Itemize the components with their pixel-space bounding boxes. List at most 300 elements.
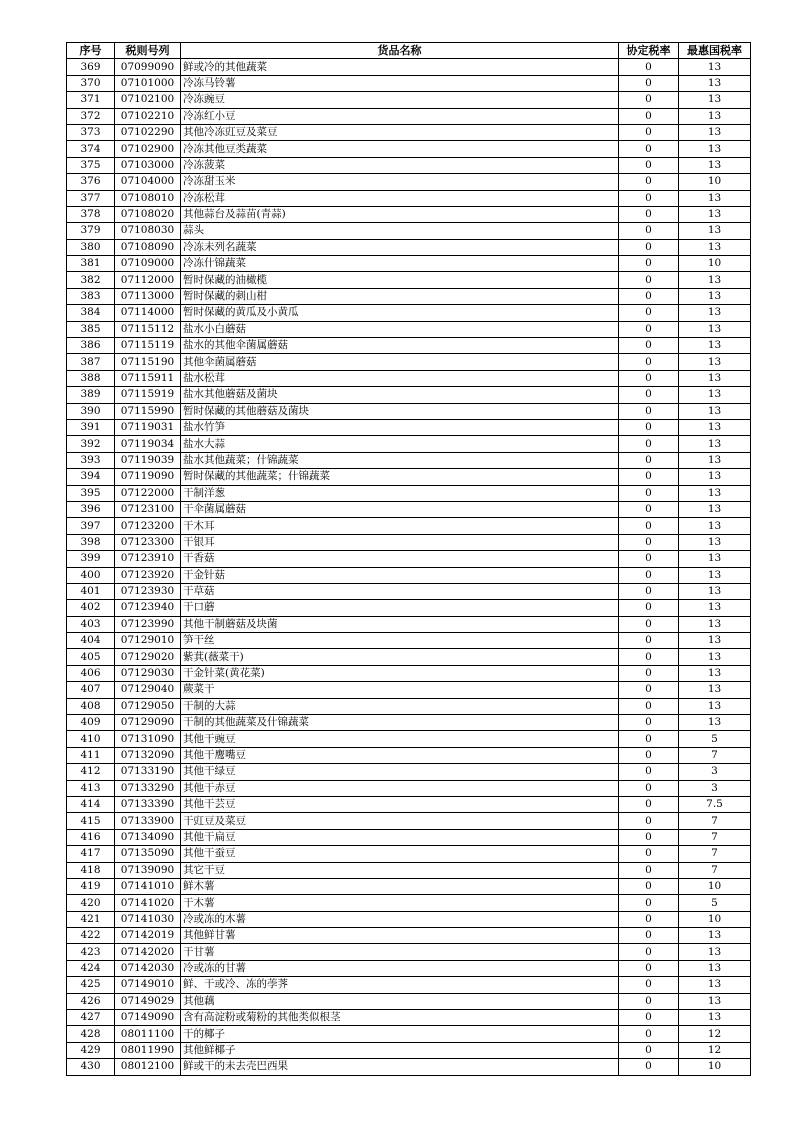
table-row bbox=[67, 551, 751, 567]
mfn-rate-cell: 13 bbox=[679, 321, 751, 337]
agreement-rate-cell: 0 bbox=[619, 813, 679, 829]
goods-name-cell: 其他干扁豆 bbox=[181, 829, 619, 845]
goods-name-cell: 干金针菜(黄花菜) bbox=[181, 665, 619, 681]
goods-name-cell: 冷冻松茸 bbox=[181, 190, 619, 206]
table-row bbox=[67, 583, 751, 599]
mfn-rate-cell: 13 bbox=[679, 633, 751, 649]
agreement-rate-cell: 0 bbox=[619, 911, 679, 927]
serial-number-cell: 427 bbox=[67, 1010, 115, 1026]
table-row bbox=[67, 633, 751, 649]
table-row bbox=[67, 256, 751, 272]
table-row bbox=[67, 1026, 751, 1042]
tariff-code-cell: 07149029 bbox=[115, 993, 181, 1009]
serial-number-cell: 408 bbox=[67, 698, 115, 714]
tariff-code-cell: 07123100 bbox=[115, 501, 181, 517]
mfn-rate-cell: 13 bbox=[679, 206, 751, 222]
tariff-code-cell: 07134090 bbox=[115, 829, 181, 845]
goods-name-cell: 冷或冻的木薯 bbox=[181, 911, 619, 927]
agreement-rate-cell: 0 bbox=[619, 715, 679, 731]
header-agreement-rate: 协定税率 bbox=[619, 43, 679, 59]
serial-number-cell: 375 bbox=[67, 157, 115, 173]
table-row bbox=[67, 436, 751, 452]
mfn-rate-cell: 13 bbox=[679, 665, 751, 681]
agreement-rate-cell: 0 bbox=[619, 846, 679, 862]
goods-name-cell: 盐水小白蘑菇 bbox=[181, 321, 619, 337]
table-row bbox=[67, 452, 751, 468]
table-row bbox=[67, 796, 751, 812]
tariff-code-cell: 07129010 bbox=[115, 633, 181, 649]
goods-name-cell: 鲜木薯 bbox=[181, 878, 619, 894]
agreement-rate-cell: 0 bbox=[619, 75, 679, 91]
table-row bbox=[67, 403, 751, 419]
serial-number-cell: 409 bbox=[67, 715, 115, 731]
tariff-table bbox=[66, 42, 751, 1076]
serial-number-cell: 403 bbox=[67, 616, 115, 632]
table-row bbox=[67, 534, 751, 550]
tariff-code-cell: 07141020 bbox=[115, 895, 181, 911]
mfn-rate-cell: 13 bbox=[679, 354, 751, 370]
goods-name-cell: 干香菇 bbox=[181, 551, 619, 567]
goods-name-cell: 盐水其他蘑菇及菌块 bbox=[181, 387, 619, 403]
serial-number-cell: 423 bbox=[67, 944, 115, 960]
tariff-code-cell: 07102900 bbox=[115, 141, 181, 157]
serial-number-cell: 398 bbox=[67, 534, 115, 550]
agreement-rate-cell: 0 bbox=[619, 338, 679, 354]
table-row bbox=[67, 59, 751, 75]
goods-name-cell: 干木耳 bbox=[181, 518, 619, 534]
mfn-rate-cell: 13 bbox=[679, 485, 751, 501]
agreement-rate-cell: 0 bbox=[619, 288, 679, 304]
agreement-rate-cell: 0 bbox=[619, 960, 679, 976]
goods-name-cell: 干草菇 bbox=[181, 583, 619, 599]
tariff-code-cell: 07142030 bbox=[115, 960, 181, 976]
mfn-rate-cell: 7 bbox=[679, 829, 751, 845]
header-mfn-rate: 最惠国税率 bbox=[679, 43, 751, 59]
serial-number-cell: 385 bbox=[67, 321, 115, 337]
goods-name-cell: 其他干芸豆 bbox=[181, 796, 619, 812]
mfn-rate-cell: 13 bbox=[679, 59, 751, 75]
goods-name-cell: 干制的大蒜 bbox=[181, 698, 619, 714]
table-row bbox=[67, 665, 751, 681]
mfn-rate-cell: 13 bbox=[679, 977, 751, 993]
goods-name-cell: 冷冻豌豆 bbox=[181, 92, 619, 108]
table-row bbox=[67, 124, 751, 140]
serial-number-cell: 371 bbox=[67, 92, 115, 108]
tariff-code-cell: 07141010 bbox=[115, 878, 181, 894]
goods-name-cell: 暂时保藏的刺山柑 bbox=[181, 288, 619, 304]
serial-number-cell: 429 bbox=[67, 1042, 115, 1058]
goods-name-cell: 其他鲜椰子 bbox=[181, 1042, 619, 1058]
mfn-rate-cell: 13 bbox=[679, 551, 751, 567]
serial-number-cell: 393 bbox=[67, 452, 115, 468]
serial-number-cell: 414 bbox=[67, 796, 115, 812]
table-row bbox=[67, 747, 751, 763]
goods-name-cell: 暂时保藏的油橄榄 bbox=[181, 272, 619, 288]
table-row bbox=[67, 1059, 751, 1075]
goods-name-cell: 其他冷冻豇豆及菜豆 bbox=[181, 124, 619, 140]
table-row bbox=[67, 272, 751, 288]
agreement-rate-cell: 0 bbox=[619, 731, 679, 747]
agreement-rate-cell: 0 bbox=[619, 141, 679, 157]
agreement-rate-cell: 0 bbox=[619, 747, 679, 763]
serial-number-cell: 410 bbox=[67, 731, 115, 747]
serial-number-cell: 372 bbox=[67, 108, 115, 124]
agreement-rate-cell: 0 bbox=[619, 551, 679, 567]
serial-number-cell: 404 bbox=[67, 633, 115, 649]
agreement-rate-cell: 0 bbox=[619, 616, 679, 632]
table-row bbox=[67, 305, 751, 321]
tariff-code-cell: 07142019 bbox=[115, 928, 181, 944]
serial-number-cell: 424 bbox=[67, 960, 115, 976]
mfn-rate-cell: 5 bbox=[679, 731, 751, 747]
agreement-rate-cell: 0 bbox=[619, 305, 679, 321]
goods-name-cell: 干豇豆及菜豆 bbox=[181, 813, 619, 829]
table-row bbox=[67, 206, 751, 222]
mfn-rate-cell: 7 bbox=[679, 846, 751, 862]
goods-name-cell: 盐水其他蔬菜；什锦蔬菜 bbox=[181, 452, 619, 468]
tariff-code-cell: 07135090 bbox=[115, 846, 181, 862]
table-row bbox=[67, 813, 751, 829]
table-row bbox=[67, 419, 751, 435]
mfn-rate-cell: 10 bbox=[679, 911, 751, 927]
mfn-rate-cell: 13 bbox=[679, 993, 751, 1009]
mfn-rate-cell: 10 bbox=[679, 256, 751, 272]
mfn-rate-cell: 7.5 bbox=[679, 796, 751, 812]
serial-number-cell: 400 bbox=[67, 567, 115, 583]
tariff-code-cell: 07108010 bbox=[115, 190, 181, 206]
serial-number-cell: 412 bbox=[67, 764, 115, 780]
mfn-rate-cell: 13 bbox=[679, 616, 751, 632]
tariff-code-cell: 07113000 bbox=[115, 288, 181, 304]
tariff-code-cell: 07114000 bbox=[115, 305, 181, 321]
goods-name-cell: 暂时保藏的其他蔬菜；什锦蔬菜 bbox=[181, 469, 619, 485]
agreement-rate-cell: 0 bbox=[619, 878, 679, 894]
mfn-rate-cell: 13 bbox=[679, 124, 751, 140]
serial-number-cell: 391 bbox=[67, 419, 115, 435]
tariff-code-cell: 07123940 bbox=[115, 600, 181, 616]
tariff-code-cell: 07133290 bbox=[115, 780, 181, 796]
serial-number-cell: 421 bbox=[67, 911, 115, 927]
serial-number-cell: 378 bbox=[67, 206, 115, 222]
goods-name-cell: 鲜、干或冷、冻的荸荠 bbox=[181, 977, 619, 993]
serial-number-cell: 392 bbox=[67, 436, 115, 452]
tariff-code-cell: 07133900 bbox=[115, 813, 181, 829]
serial-number-cell: 425 bbox=[67, 977, 115, 993]
agreement-rate-cell: 0 bbox=[619, 780, 679, 796]
mfn-rate-cell: 7 bbox=[679, 813, 751, 829]
agreement-rate-cell: 0 bbox=[619, 682, 679, 698]
mfn-rate-cell: 13 bbox=[679, 928, 751, 944]
tariff-code-cell: 07129030 bbox=[115, 665, 181, 681]
goods-name-cell: 干甘薯 bbox=[181, 944, 619, 960]
mfn-rate-cell: 13 bbox=[679, 92, 751, 108]
agreement-rate-cell: 0 bbox=[619, 665, 679, 681]
goods-name-cell: 盐水松茸 bbox=[181, 370, 619, 386]
tariff-code-cell: 07129050 bbox=[115, 698, 181, 714]
mfn-rate-cell: 13 bbox=[679, 649, 751, 665]
table-row bbox=[67, 616, 751, 632]
table-row bbox=[67, 469, 751, 485]
table-row bbox=[67, 354, 751, 370]
agreement-rate-cell: 0 bbox=[619, 583, 679, 599]
table-row bbox=[67, 501, 751, 517]
goods-name-cell: 冷冻红小豆 bbox=[181, 108, 619, 124]
tariff-code-cell: 07115190 bbox=[115, 354, 181, 370]
table-row bbox=[67, 715, 751, 731]
agreement-rate-cell: 0 bbox=[619, 272, 679, 288]
tariff-code-cell: 07149090 bbox=[115, 1010, 181, 1026]
table-row bbox=[67, 370, 751, 386]
mfn-rate-cell: 13 bbox=[679, 518, 751, 534]
agreement-rate-cell: 0 bbox=[619, 354, 679, 370]
tariff-code-cell: 07123300 bbox=[115, 534, 181, 550]
serial-number-cell: 373 bbox=[67, 124, 115, 140]
tariff-code-cell: 07115919 bbox=[115, 387, 181, 403]
mfn-rate-cell: 13 bbox=[679, 1010, 751, 1026]
table-row bbox=[67, 846, 751, 862]
mfn-rate-cell: 13 bbox=[679, 960, 751, 976]
agreement-rate-cell: 0 bbox=[619, 92, 679, 108]
goods-name-cell: 干制的其他蔬菜及什锦蔬菜 bbox=[181, 715, 619, 731]
goods-name-cell: 其他干鹰嘴豆 bbox=[181, 747, 619, 763]
tariff-code-cell: 07122000 bbox=[115, 485, 181, 501]
table-row bbox=[67, 977, 751, 993]
table-row bbox=[67, 92, 751, 108]
serial-number-cell: 430 bbox=[67, 1059, 115, 1075]
agreement-rate-cell: 0 bbox=[619, 862, 679, 878]
serial-number-cell: 418 bbox=[67, 862, 115, 878]
goods-name-cell: 笋干丝 bbox=[181, 633, 619, 649]
table-row bbox=[67, 731, 751, 747]
table-row bbox=[67, 387, 751, 403]
mfn-rate-cell: 13 bbox=[679, 387, 751, 403]
goods-name-cell: 其他干制蘑菇及块菌 bbox=[181, 616, 619, 632]
agreement-rate-cell: 0 bbox=[619, 600, 679, 616]
table-row bbox=[67, 993, 751, 1009]
serial-number-cell: 389 bbox=[67, 387, 115, 403]
serial-number-cell: 407 bbox=[67, 682, 115, 698]
agreement-rate-cell: 0 bbox=[619, 649, 679, 665]
agreement-rate-cell: 0 bbox=[619, 419, 679, 435]
tariff-code-cell: 07129020 bbox=[115, 649, 181, 665]
mfn-rate-cell: 10 bbox=[679, 1059, 751, 1075]
tariff-code-cell: 07119039 bbox=[115, 452, 181, 468]
serial-number-cell: 379 bbox=[67, 223, 115, 239]
agreement-rate-cell: 0 bbox=[619, 567, 679, 583]
goods-name-cell: 鲜或干的未去壳巴西果 bbox=[181, 1059, 619, 1075]
tariff-code-cell: 07129040 bbox=[115, 682, 181, 698]
mfn-rate-cell: 13 bbox=[679, 944, 751, 960]
mfn-rate-cell: 13 bbox=[679, 403, 751, 419]
table-row bbox=[67, 108, 751, 124]
tariff-code-cell: 07123930 bbox=[115, 583, 181, 599]
table-row bbox=[67, 960, 751, 976]
serial-number-cell: 399 bbox=[67, 551, 115, 567]
goods-name-cell: 紫萁(薇菜干) bbox=[181, 649, 619, 665]
mfn-rate-cell: 13 bbox=[679, 600, 751, 616]
agreement-rate-cell: 0 bbox=[619, 387, 679, 403]
table-row bbox=[67, 944, 751, 960]
tariff-code-cell: 07109000 bbox=[115, 256, 181, 272]
goods-name-cell: 干的椰子 bbox=[181, 1026, 619, 1042]
agreement-rate-cell: 0 bbox=[619, 124, 679, 140]
serial-number-cell: 374 bbox=[67, 141, 115, 157]
tariff-code-cell: 07123920 bbox=[115, 567, 181, 583]
agreement-rate-cell: 0 bbox=[619, 108, 679, 124]
mfn-rate-cell: 13 bbox=[679, 501, 751, 517]
mfn-rate-cell: 10 bbox=[679, 878, 751, 894]
tariff-code-cell: 07129090 bbox=[115, 715, 181, 731]
tariff-code-cell: 07115112 bbox=[115, 321, 181, 337]
serial-number-cell: 396 bbox=[67, 501, 115, 517]
tariff-code-cell: 07142020 bbox=[115, 944, 181, 960]
table-row bbox=[67, 174, 751, 190]
agreement-rate-cell: 0 bbox=[619, 223, 679, 239]
serial-number-cell: 381 bbox=[67, 256, 115, 272]
serial-number-cell: 415 bbox=[67, 813, 115, 829]
table-row bbox=[67, 829, 751, 845]
tariff-code-cell: 07102290 bbox=[115, 124, 181, 140]
serial-number-cell: 383 bbox=[67, 288, 115, 304]
goods-name-cell: 冷冻其他豆类蔬菜 bbox=[181, 141, 619, 157]
serial-number-cell: 390 bbox=[67, 403, 115, 419]
tariff-code-cell: 07119031 bbox=[115, 419, 181, 435]
mfn-rate-cell: 13 bbox=[679, 305, 751, 321]
serial-number-cell: 422 bbox=[67, 928, 115, 944]
table-row bbox=[67, 1010, 751, 1026]
serial-number-cell: 416 bbox=[67, 829, 115, 845]
table-row bbox=[67, 928, 751, 944]
goods-name-cell: 干伞菌属蘑菇 bbox=[181, 501, 619, 517]
header-serial-number: 序号 bbox=[67, 43, 115, 59]
agreement-rate-cell: 0 bbox=[619, 1059, 679, 1075]
tariff-code-cell: 07108030 bbox=[115, 223, 181, 239]
agreement-rate-cell: 0 bbox=[619, 1042, 679, 1058]
agreement-rate-cell: 0 bbox=[619, 190, 679, 206]
serial-number-cell: 419 bbox=[67, 878, 115, 894]
goods-name-cell: 盐水竹笋 bbox=[181, 419, 619, 435]
agreement-rate-cell: 0 bbox=[619, 633, 679, 649]
agreement-rate-cell: 0 bbox=[619, 469, 679, 485]
serial-number-cell: 428 bbox=[67, 1026, 115, 1042]
mfn-rate-cell: 13 bbox=[679, 682, 751, 698]
tariff-code-cell: 07133390 bbox=[115, 796, 181, 812]
serial-number-cell: 411 bbox=[67, 747, 115, 763]
mfn-rate-cell: 13 bbox=[679, 583, 751, 599]
mfn-rate-cell: 10 bbox=[679, 174, 751, 190]
table-body bbox=[67, 59, 751, 1075]
agreement-rate-cell: 0 bbox=[619, 436, 679, 452]
goods-name-cell: 冷或冻的甘薯 bbox=[181, 960, 619, 976]
mfn-rate-cell: 13 bbox=[679, 157, 751, 173]
tariff-code-cell: 07108090 bbox=[115, 239, 181, 255]
goods-name-cell: 冷冻甜玉米 bbox=[181, 174, 619, 190]
goods-name-cell: 含有高淀粉或菊粉的其他类似根茎 bbox=[181, 1010, 619, 1026]
table-row bbox=[67, 764, 751, 780]
agreement-rate-cell: 0 bbox=[619, 59, 679, 75]
agreement-rate-cell: 0 bbox=[619, 485, 679, 501]
serial-number-cell: 395 bbox=[67, 485, 115, 501]
tariff-code-cell: 07103000 bbox=[115, 157, 181, 173]
mfn-rate-cell: 13 bbox=[679, 567, 751, 583]
table-row bbox=[67, 567, 751, 583]
tariff-code-cell: 07132090 bbox=[115, 747, 181, 763]
tariff-code-cell: 07099090 bbox=[115, 59, 181, 75]
tariff-code-cell: 07123200 bbox=[115, 518, 181, 534]
goods-name-cell: 蒜头 bbox=[181, 223, 619, 239]
goods-name-cell: 蕨菜干 bbox=[181, 682, 619, 698]
header-tariff-code: 税则号列 bbox=[115, 43, 181, 59]
table-row bbox=[67, 878, 751, 894]
goods-name-cell: 干制洋葱 bbox=[181, 485, 619, 501]
tariff-code-cell: 07131090 bbox=[115, 731, 181, 747]
goods-name-cell: 鲜或冷的其他蔬菜 bbox=[181, 59, 619, 75]
table-row bbox=[67, 157, 751, 173]
tariff-code-cell: 07115119 bbox=[115, 338, 181, 354]
mfn-rate-cell: 13 bbox=[679, 272, 751, 288]
goods-name-cell: 暂时保藏的其他蘑菇及菌块 bbox=[181, 403, 619, 419]
serial-number-cell: 386 bbox=[67, 338, 115, 354]
agreement-rate-cell: 0 bbox=[619, 944, 679, 960]
mfn-rate-cell: 13 bbox=[679, 190, 751, 206]
table-row bbox=[67, 600, 751, 616]
table-row bbox=[67, 895, 751, 911]
tariff-code-cell: 07123910 bbox=[115, 551, 181, 567]
tariff-code-cell: 07123990 bbox=[115, 616, 181, 632]
serial-number-cell: 370 bbox=[67, 75, 115, 91]
tariff-code-cell: 07141030 bbox=[115, 911, 181, 927]
agreement-rate-cell: 0 bbox=[619, 452, 679, 468]
agreement-rate-cell: 0 bbox=[619, 993, 679, 1009]
agreement-rate-cell: 0 bbox=[619, 174, 679, 190]
table-row bbox=[67, 338, 751, 354]
tariff-code-cell: 08011100 bbox=[115, 1026, 181, 1042]
serial-number-cell: 420 bbox=[67, 895, 115, 911]
agreement-rate-cell: 0 bbox=[619, 534, 679, 550]
tariff-code-cell: 07115990 bbox=[115, 403, 181, 419]
serial-number-cell: 380 bbox=[67, 239, 115, 255]
mfn-rate-cell: 13 bbox=[679, 469, 751, 485]
agreement-rate-cell: 0 bbox=[619, 764, 679, 780]
tariff-code-cell: 07104000 bbox=[115, 174, 181, 190]
agreement-rate-cell: 0 bbox=[619, 206, 679, 222]
table-row bbox=[67, 1042, 751, 1058]
tariff-code-cell: 07101000 bbox=[115, 75, 181, 91]
goods-name-cell: 暂时保藏的黄瓜及小黄瓜 bbox=[181, 305, 619, 321]
serial-number-cell: 417 bbox=[67, 846, 115, 862]
agreement-rate-cell: 0 bbox=[619, 321, 679, 337]
serial-number-cell: 394 bbox=[67, 469, 115, 485]
table-row bbox=[67, 75, 751, 91]
table-row bbox=[67, 485, 751, 501]
agreement-rate-cell: 0 bbox=[619, 518, 679, 534]
mfn-rate-cell: 12 bbox=[679, 1026, 751, 1042]
serial-number-cell: 401 bbox=[67, 583, 115, 599]
goods-name-cell: 其他鲜甘薯 bbox=[181, 928, 619, 944]
goods-name-cell: 冷冻未列名蔬菜 bbox=[181, 239, 619, 255]
agreement-rate-cell: 0 bbox=[619, 239, 679, 255]
mfn-rate-cell: 13 bbox=[679, 534, 751, 550]
mfn-rate-cell: 12 bbox=[679, 1042, 751, 1058]
tariff-code-cell: 07133190 bbox=[115, 764, 181, 780]
mfn-rate-cell: 7 bbox=[679, 747, 751, 763]
mfn-rate-cell: 13 bbox=[679, 141, 751, 157]
mfn-rate-cell: 13 bbox=[679, 223, 751, 239]
serial-number-cell: 369 bbox=[67, 59, 115, 75]
table-row bbox=[67, 698, 751, 714]
tariff-code-cell: 07149010 bbox=[115, 977, 181, 993]
tariff-code-cell: 07139090 bbox=[115, 862, 181, 878]
